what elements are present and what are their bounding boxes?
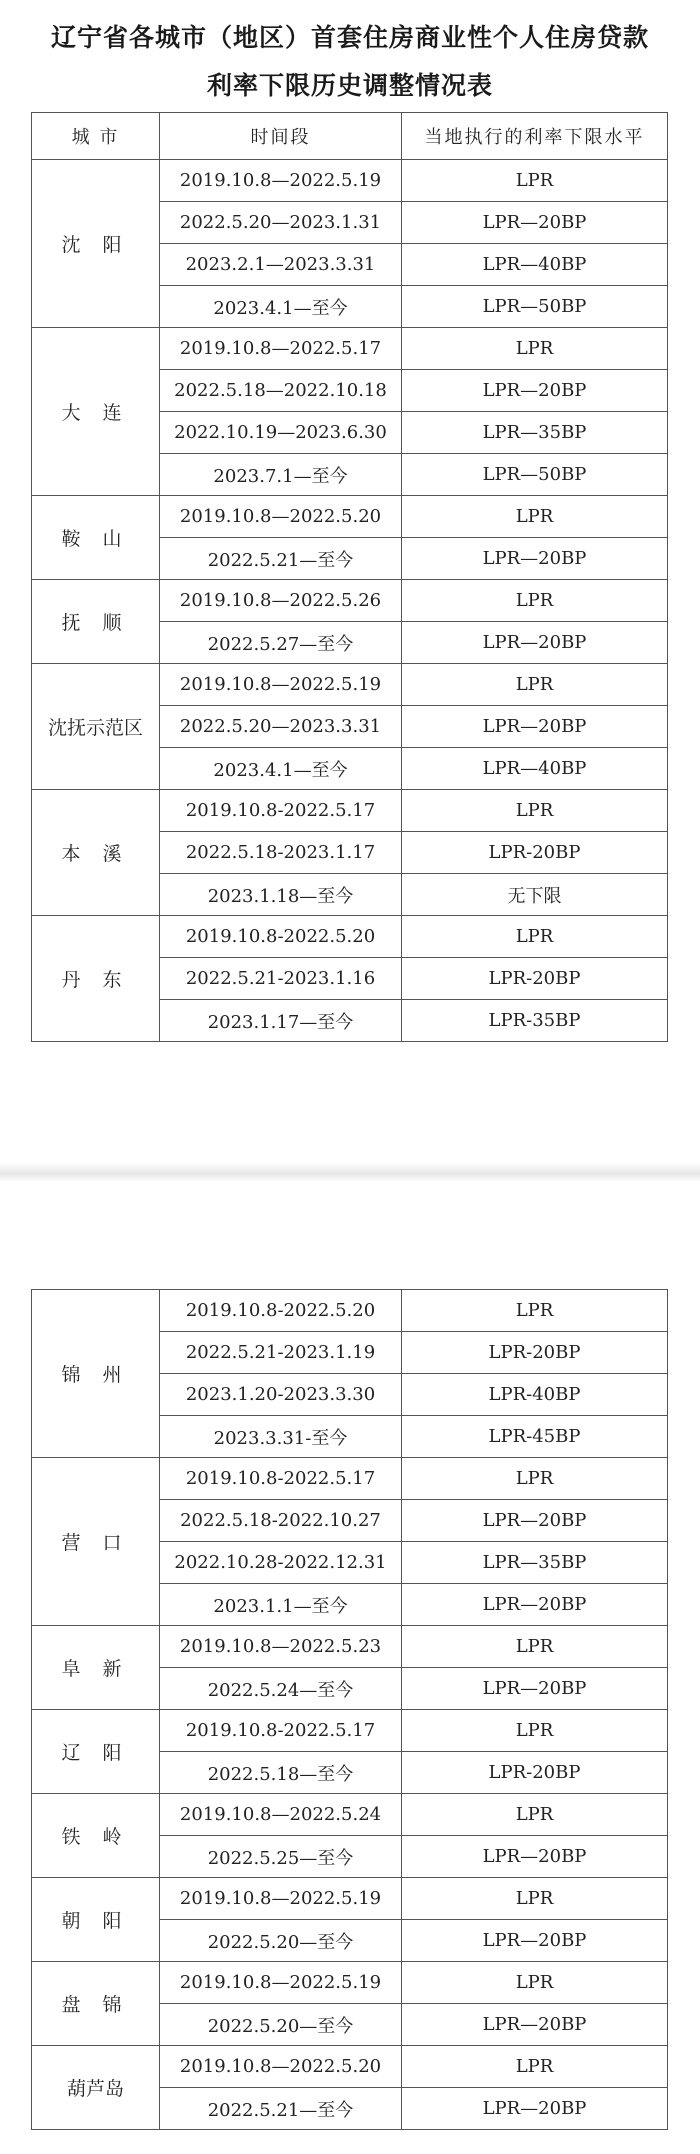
header-period: 时间段 bbox=[160, 113, 402, 160]
rate-cell: LPR-40BP bbox=[402, 1374, 668, 1416]
rate-cell: LPR—35BP bbox=[402, 412, 668, 454]
city-cell: 葫芦岛 bbox=[32, 2046, 160, 2130]
period-cell: 2023.4.1—至今 bbox=[160, 748, 402, 790]
city-cell: 本 溪 bbox=[32, 790, 160, 916]
rate-cell: LPR bbox=[402, 1878, 668, 1920]
rate-cell: LPR—50BP bbox=[402, 286, 668, 328]
rate-cell: LPR—50BP bbox=[402, 454, 668, 496]
table-header-row bbox=[32, 113, 668, 160]
rate-cell: LPR bbox=[402, 1290, 668, 1332]
table-row bbox=[32, 1458, 668, 1500]
period-cell: 2022.5.24—至今 bbox=[160, 1668, 402, 1710]
period-cell: 2019.10.8—2022.5.19 bbox=[160, 1962, 402, 2004]
city-cell: 抚 顺 bbox=[32, 580, 160, 664]
city-cell: 朝 阳 bbox=[32, 1878, 160, 1962]
table-row bbox=[32, 328, 668, 370]
city-cell: 营 口 bbox=[32, 1458, 160, 1626]
rate-cell: LPR bbox=[402, 160, 668, 202]
city-cell: 大 连 bbox=[32, 328, 160, 496]
city-cell: 沈抚示范区 bbox=[32, 664, 160, 790]
rate-cell: LPR—20BP bbox=[402, 1668, 668, 1710]
table-row bbox=[32, 1290, 668, 1332]
table-row bbox=[32, 790, 668, 832]
rate-cell: LPR—20BP bbox=[402, 706, 668, 748]
period-cell: 2022.5.21—至今 bbox=[160, 2088, 402, 2130]
table-row bbox=[32, 1626, 668, 1668]
rate-cell: LPR—40BP bbox=[402, 244, 668, 286]
period-cell: 2019.10.8—2022.5.17 bbox=[160, 328, 402, 370]
period-cell: 2022.5.20—2023.1.31 bbox=[160, 202, 402, 244]
rate-table-page1 bbox=[31, 112, 668, 1042]
period-cell: 2019.10.8—2022.5.19 bbox=[160, 160, 402, 202]
period-cell: 2022.5.20—至今 bbox=[160, 1920, 402, 1962]
rate-cell: LPR—20BP bbox=[402, 202, 668, 244]
period-cell: 2023.1.1—至今 bbox=[160, 1584, 402, 1626]
rate-cell: LPR bbox=[402, 1710, 668, 1752]
page-break-divider bbox=[0, 1162, 700, 1182]
table-row bbox=[32, 916, 668, 958]
period-cell: 2023.1.18—至今 bbox=[160, 874, 402, 916]
period-cell: 2023.1.20-2023.3.30 bbox=[160, 1374, 402, 1416]
period-cell: 2019.10.8-2022.5.20 bbox=[160, 916, 402, 958]
rate-cell: LPR—20BP bbox=[402, 1920, 668, 1962]
period-cell: 2022.5.27—至今 bbox=[160, 622, 402, 664]
rate-cell: LPR-20BP bbox=[402, 958, 668, 1000]
rate-cell: LPR—20BP bbox=[402, 1584, 668, 1626]
city-cell: 铁 岭 bbox=[32, 1794, 160, 1878]
table-row bbox=[32, 496, 668, 538]
period-cell: 2022.10.28-2022.12.31 bbox=[160, 1542, 402, 1584]
period-cell: 2022.5.20—2023.3.31 bbox=[160, 706, 402, 748]
rate-cell: LPR bbox=[402, 790, 668, 832]
period-cell: 2022.5.18—2022.10.18 bbox=[160, 370, 402, 412]
rate-cell: LPR—20BP bbox=[402, 2004, 668, 2046]
table-row bbox=[32, 2046, 668, 2088]
rate-cell: LPR bbox=[402, 1794, 668, 1836]
period-cell: 2023.1.17—至今 bbox=[160, 1000, 402, 1042]
rate-cell: LPR bbox=[402, 580, 668, 622]
city-cell: 锦 州 bbox=[32, 1290, 160, 1458]
city-cell: 辽 阳 bbox=[32, 1710, 160, 1794]
rate-cell: LPR bbox=[402, 916, 668, 958]
rate-cell: LPR-45BP bbox=[402, 1416, 668, 1458]
rate-cell: LPR—20BP bbox=[402, 2088, 668, 2130]
period-cell: 2022.5.18-2023.1.17 bbox=[160, 832, 402, 874]
table-row bbox=[32, 1878, 668, 1920]
document-title-line2: 利率下限历史调整情况表 bbox=[206, 71, 493, 100]
table-row bbox=[32, 664, 668, 706]
rate-cell: LPR bbox=[402, 1962, 668, 2004]
rate-cell: LPR bbox=[402, 1458, 668, 1500]
rate-cell: LPR-35BP bbox=[402, 1000, 668, 1042]
city-cell: 沈 阳 bbox=[32, 160, 160, 328]
period-cell: 2019.10.8-2022.5.17 bbox=[160, 1458, 402, 1500]
rate-cell: 无下限 bbox=[402, 874, 668, 916]
table-row bbox=[32, 1962, 668, 2004]
period-cell: 2019.10.8—2022.5.20 bbox=[160, 2046, 402, 2088]
period-cell: 2022.5.21-2023.1.16 bbox=[160, 958, 402, 1000]
rate-cell: LPR bbox=[402, 2046, 668, 2088]
period-cell: 2019.10.8—2022.5.26 bbox=[160, 580, 402, 622]
period-cell: 2022.5.18—至今 bbox=[160, 1752, 402, 1794]
period-cell: 2019.10.8—2022.5.23 bbox=[160, 1626, 402, 1668]
document-title-line1: 辽宁省各城市（地区）首套住房商业性个人住房贷款 bbox=[50, 23, 649, 52]
rate-cell: LPR—40BP bbox=[402, 748, 668, 790]
table-row bbox=[32, 1710, 668, 1752]
period-cell: 2022.5.25—至今 bbox=[160, 1836, 402, 1878]
city-cell: 阜 新 bbox=[32, 1626, 160, 1710]
period-cell: 2022.5.21-2023.1.19 bbox=[160, 1332, 402, 1374]
period-cell: 2019.10.8—2022.5.19 bbox=[160, 1878, 402, 1920]
rate-table-page2 bbox=[31, 1289, 668, 2130]
rate-cell: LPR—20BP bbox=[402, 622, 668, 664]
period-cell: 2019.10.8-2022.5.20 bbox=[160, 1290, 402, 1332]
period-cell: 2019.10.8-2022.5.17 bbox=[160, 790, 402, 832]
rate-cell: LPR—35BP bbox=[402, 1542, 668, 1584]
period-cell: 2022.5.21—至今 bbox=[160, 538, 402, 580]
header-rate: 当地执行的利率下限水平 bbox=[402, 113, 668, 160]
rate-cell: LPR—20BP bbox=[402, 1836, 668, 1878]
table-body-page2 bbox=[32, 1290, 668, 2130]
rate-cell: LPR bbox=[402, 664, 668, 706]
period-cell: 2023.3.31-至今 bbox=[160, 1416, 402, 1458]
period-cell: 2022.5.20—至今 bbox=[160, 2004, 402, 2046]
period-cell: 2019.10.8—2022.5.19 bbox=[160, 664, 402, 706]
period-cell: 2022.5.18-2022.10.27 bbox=[160, 1500, 402, 1542]
city-cell: 鞍 山 bbox=[32, 496, 160, 580]
rate-cell: LPR bbox=[402, 496, 668, 538]
period-cell: 2023.7.1—至今 bbox=[160, 454, 402, 496]
table-row bbox=[32, 580, 668, 622]
rate-cell: LPR-20BP bbox=[402, 1752, 668, 1794]
table-body-page1 bbox=[32, 160, 668, 1042]
city-cell: 丹 东 bbox=[32, 916, 160, 1042]
period-cell: 2023.2.1—2023.3.31 bbox=[160, 244, 402, 286]
period-cell: 2019.10.8—2022.5.20 bbox=[160, 496, 402, 538]
rate-cell: LPR—20BP bbox=[402, 1500, 668, 1542]
header-city: 城 市 bbox=[32, 113, 160, 160]
table-row bbox=[32, 160, 668, 202]
rate-cell: LPR bbox=[402, 328, 668, 370]
rate-cell: LPR—20BP bbox=[402, 370, 668, 412]
period-cell: 2019.10.8—2022.5.24 bbox=[160, 1794, 402, 1836]
city-cell: 盘 锦 bbox=[32, 1962, 160, 2046]
period-cell: 2019.10.8-2022.5.17 bbox=[160, 1710, 402, 1752]
table-row bbox=[32, 1794, 668, 1836]
period-cell: 2023.4.1—至今 bbox=[160, 286, 402, 328]
rate-cell: LPR—20BP bbox=[402, 538, 668, 580]
period-cell: 2022.10.19—2023.6.30 bbox=[160, 412, 402, 454]
rate-cell: LPR-20BP bbox=[402, 1332, 668, 1374]
rate-cell: LPR-20BP bbox=[402, 832, 668, 874]
rate-cell: LPR bbox=[402, 1626, 668, 1668]
